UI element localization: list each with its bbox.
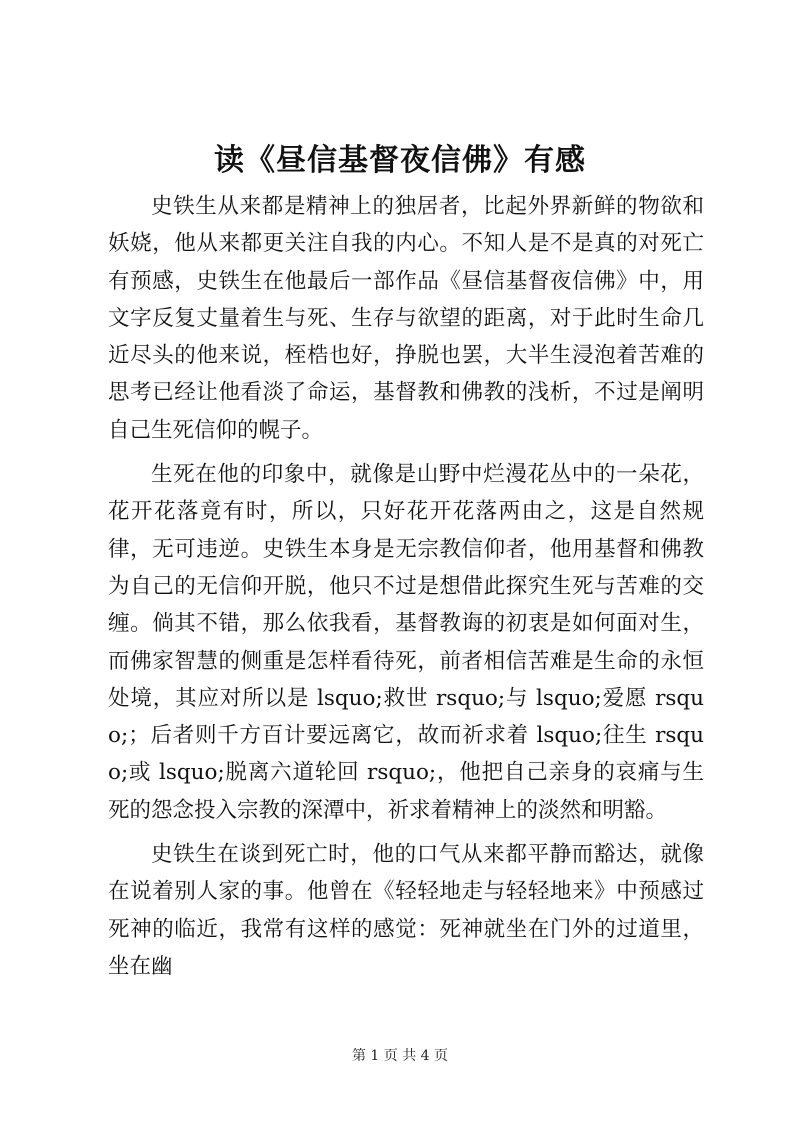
document-title: 读《昼信基督夜信佛》有感 xyxy=(214,143,586,178)
document-body xyxy=(108,188,704,992)
paragraph-3: 史铁生在谈到死亡时，他的口气从来都平静而豁达，就像在说着别人家的事。他曾在《轻轻地走与轻轻地来》中预感过死神的临近，我常有这样的感觉：死神就坐在门外的过道里，坐在幽 xyxy=(108,842,704,979)
paragraph-1: 史铁生从来都是精神上的独居者，比起外界新鲜的物欲和妖娆，他从来都更关注自我的内心。不知人是不是真的对死亡有预感，史铁生在他最后一部作品《昼信基督夜信佛》中，用文字反复丈量着生与死、生存与欲望的距离，对于此时生命几近尽头的他来说，桎梏也好，挣脱也罢，大半生浸泡着苦难的思考已经让他看淡了命运，基督教和佛教的浅析，不过是阐明自己生死信仰的幌子。 xyxy=(108,194,704,443)
paragraph-2: 生死在他的印象中，就像是山野中烂漫花丛中的一朵花，花开花落竟有时，所以，只好花开花落两由之，这是自然规律，无可违逆。史铁生本身是无宗教信仰者，他用基督和佛教为自己的无信仰开脱，他只不过是想借此探究生死与苦难的交缠。倘其不错，那么依我看，基督教诲的初衷是如何面对生，而佛家智慧的侧重是怎样看待死，前者相信苦难是生命的永恒处境，其应对所以是 lsquo;救世 rsquo;与 lsquo;爱愿 rsquo;；后者则千方百计要远离它，故而祈求着 lsquo;往生 rsquo;或 lsquo;脱离六道轮回 rsquo;，他把自己亲身的哀痛与生死的怨念投入宗教的深潭中，祈求着精神上的淡然和明豁。 xyxy=(108,462,704,823)
page-footer: 第 1 页 共 4 页 xyxy=(351,1048,449,1064)
